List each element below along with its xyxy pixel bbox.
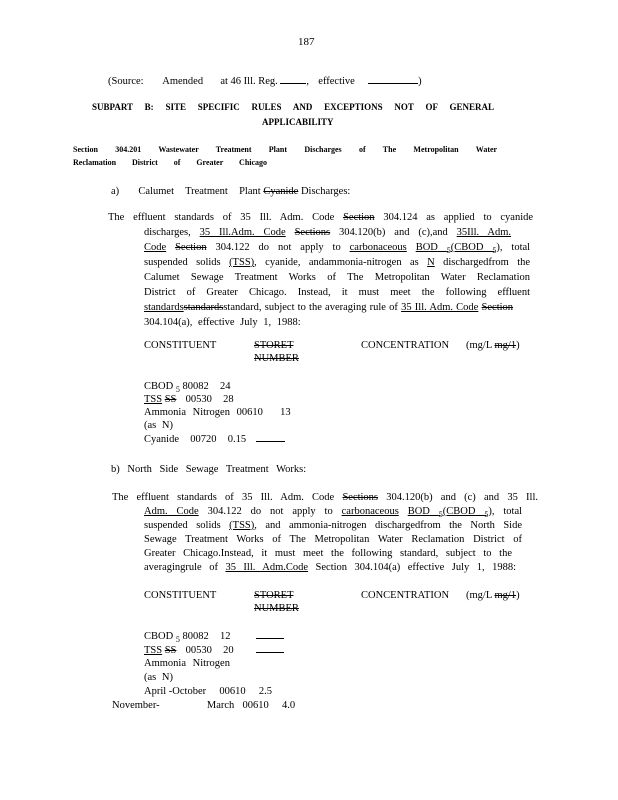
inserted-text — [415, 242, 451, 256]
text: BOD — [415, 242, 438, 253]
source-amended: Amended — [162, 76, 204, 87]
cell-value: 24 — [219, 381, 231, 392]
heading-word: ischarges: — [308, 186, 351, 197]
section-word: Plant — [268, 145, 288, 154]
section-heading-cont — [73, 158, 267, 167]
struck-text: Section — [175, 242, 207, 253]
cell-constituent: Ammonia Nitrogen — [144, 407, 230, 418]
subsection-a-label: a) — [111, 186, 120, 197]
text: standards — [144, 302, 184, 313]
rule-line — [256, 441, 285, 442]
section-word: Section — [73, 145, 98, 154]
page-number: 187 — [298, 36, 315, 48]
text: suspended solids — [144, 257, 221, 268]
text: 304.124 as applied to cyanide — [383, 212, 534, 223]
a-col-number: NUMBER — [254, 353, 299, 364]
effective-blank — [368, 73, 418, 84]
cell-value: 12 — [219, 631, 231, 642]
cell-value: 20 — [223, 645, 234, 656]
a-col-constituent: CONSTITUENT — [144, 340, 217, 351]
text: ) — [516, 340, 520, 351]
section-word: of — [358, 145, 366, 154]
rule-line — [256, 652, 284, 653]
cell-number: 00530 — [185, 394, 212, 405]
cell-value: 2.5 — [258, 686, 272, 697]
inserted-text: N — [427, 257, 435, 268]
b-row-as-n: (as N) — [144, 672, 173, 683]
inserted-text: carbonaceous — [349, 242, 407, 253]
b-col-constituent: CONSTITUENT — [144, 590, 217, 601]
inserted-text: carbonaceous — [341, 506, 399, 517]
subpart-word: B: — [144, 102, 154, 112]
b-col-unit — [466, 590, 520, 601]
b-row-november-march — [112, 700, 295, 711]
cell-number: 00610 — [236, 407, 263, 418]
a-para-line-1 — [108, 212, 533, 223]
heading-word: Treatment — [185, 186, 228, 197]
cell-number: 80082 — [182, 631, 209, 642]
a-col-storet: STORET — [254, 340, 294, 351]
b-row-april-october — [144, 686, 272, 697]
a-para-line-4 — [144, 257, 530, 268]
source-effective: effective — [318, 76, 355, 87]
section-word: The — [382, 145, 397, 154]
struck-text: Sections — [294, 227, 331, 238]
text: dischargedfrom the — [443, 257, 531, 268]
section-heading — [73, 145, 497, 154]
b-para-line-2 — [144, 506, 522, 519]
b-row-tss — [144, 645, 234, 656]
heading-word: D — [300, 186, 309, 197]
section-word: Wastewater — [158, 145, 199, 154]
subscript: 5 — [484, 510, 489, 520]
inserted-text — [144, 302, 184, 313]
section-word: District — [132, 158, 158, 167]
text: (mg/L — [466, 590, 492, 601]
rule-line — [256, 638, 284, 639]
b-row-cbod — [144, 631, 230, 644]
inserted-text: TSS — [144, 394, 163, 405]
b-para-line-4: Sewage Treatment Works of The Metropolitan Water Reclamation District of — [144, 534, 522, 545]
cell-number: 00610 — [219, 686, 246, 697]
inserted-text: 35 Ill. Adm. Code — [401, 302, 479, 313]
inserted-text: TSS — [144, 645, 163, 656]
text: averagingrule of — [144, 562, 218, 573]
struck-text: SS — [164, 394, 177, 405]
b-para-line-1 — [112, 492, 538, 503]
cell-value: 13 — [280, 407, 291, 418]
b-para-line-5: Greater Chicago.Instead, it must meet the following standard, subject to the — [144, 548, 512, 559]
section-word: Reclamation — [73, 158, 117, 167]
cell-number: 00610 — [242, 700, 269, 711]
section-word: of — [173, 158, 181, 167]
subpart-applicability: APPLICABILITY — [262, 117, 334, 127]
text: suspended solids — [144, 520, 221, 531]
cell-value: 4.0 — [282, 700, 296, 711]
subscript: 5 — [446, 246, 451, 256]
source-at: at — [220, 76, 228, 87]
text: BOD — [407, 506, 430, 517]
struck-text — [184, 302, 224, 313]
inserted-text: (TSS) — [229, 257, 255, 268]
subpart-word: EXCEPTIONS — [324, 102, 383, 112]
cell-constituent: CBOD — [144, 631, 174, 642]
inserted-text — [442, 506, 489, 520]
text: 304.120(b) and (c),and — [339, 227, 448, 238]
section-word: Chicago — [239, 158, 268, 167]
a-para-line-8: 304.104(a), effective July 1, 1988: — [144, 317, 301, 328]
section-word: Greater — [196, 158, 224, 167]
text: standard, — [223, 302, 262, 313]
struck-text: Section — [481, 302, 514, 313]
cell-constituent: March — [206, 700, 235, 711]
a-row-tss — [144, 394, 234, 405]
subscript: 5 — [175, 635, 180, 645]
struck-text: mg/1 — [494, 590, 517, 601]
b-para-line-6 — [144, 562, 516, 573]
b-para-line-3 — [144, 520, 522, 531]
subpart-word: SITE — [165, 102, 186, 112]
a-col-unit — [466, 340, 520, 351]
text: ) — [516, 590, 520, 601]
text: (CBOD — [442, 506, 476, 517]
heading-word: Plant — [239, 186, 261, 197]
text: discharges, — [144, 227, 191, 238]
cell-number: 80082 — [182, 381, 209, 392]
a-row-cyanide — [144, 434, 246, 445]
a-row-ammonia — [144, 407, 291, 418]
subpart-word: AND — [292, 102, 313, 112]
text: effluent standards of 35 Ill. Adm. Code — [133, 212, 335, 223]
a-col-concentration: CONCENTRATION — [361, 340, 450, 351]
a-para-line-7 — [144, 302, 513, 313]
source-close: ) — [418, 76, 422, 87]
subscript: 5 — [175, 385, 180, 395]
text: (CBOD — [450, 242, 484, 253]
text: The effluent standards of 35 Ill. Adm. Code — [112, 492, 335, 503]
text: Section 304.104(a) effective July 1, 1988: — [315, 562, 517, 573]
subpart-word: RULES — [251, 102, 282, 112]
a-para-line-2 — [144, 227, 511, 238]
text: 304.122 do not apply to — [215, 242, 341, 253]
inserted-text: Adm. Code — [144, 506, 199, 517]
cell-value: 28 — [223, 394, 234, 405]
cell-constituent: April -October — [144, 686, 207, 697]
b-col-storet: STORET — [254, 590, 294, 601]
text: subject to the averaging rule of — [264, 302, 398, 313]
cell-value: 0.15 — [227, 434, 247, 445]
struck-word: Cyanide — [263, 186, 299, 197]
cell-constituent: Cyanide — [144, 434, 179, 445]
text: ), total — [496, 242, 531, 253]
source-prefix: (Source: — [108, 76, 144, 87]
source-reg: 46 Ill. Reg. — [230, 76, 278, 87]
inserted-text: (TSS) — [229, 520, 255, 531]
subscript: 5 — [492, 246, 497, 256]
subpart-word: GENERAL — [449, 102, 495, 112]
cell-constituent: November- — [112, 700, 160, 711]
subsection-b-heading: b) North Side Sewage Treatment Works: — [111, 464, 307, 475]
b-row-ammonia: Ammonia Nitrogen — [144, 658, 230, 669]
text: The — [108, 212, 125, 223]
subsection-a-heading — [111, 186, 350, 197]
cell-constituent: CBOD — [144, 381, 174, 392]
text: , cyanide, andammonia-nitrogen as — [254, 257, 419, 268]
subpart-word: OF — [425, 102, 438, 112]
section-word: Treatment — [215, 145, 252, 154]
section-word: Discharges — [304, 145, 342, 154]
section-word: 304.201 — [115, 145, 142, 154]
a-para-line-3 — [144, 242, 530, 255]
text: (mg/L — [466, 340, 492, 351]
text: 304.120(b) and (c) and 35 Ill. — [386, 492, 539, 503]
inserted-text — [407, 506, 443, 520]
struck-text: Section — [343, 212, 375, 223]
cell-number: 00720 — [190, 434, 217, 445]
text: standards — [183, 302, 224, 313]
struck-text: SS — [164, 645, 177, 656]
section-word: Water — [475, 145, 498, 154]
subpart-heading — [92, 102, 494, 112]
cell-number: 00530 — [185, 645, 212, 656]
heading-word: Calumet — [138, 186, 174, 197]
a-para-line-5: Calumet Sewage Treatment Works of The Metropolitan Water Reclamation — [144, 272, 530, 283]
inserted-text — [450, 242, 497, 256]
b-col-concentration: CONCENTRATION — [361, 590, 450, 601]
text: , and ammonia-nitrogen dischargedfrom the North Side — [254, 520, 522, 531]
text: ), total — [488, 506, 523, 517]
inserted-text: 35 Ill. Adm.Code — [225, 562, 309, 573]
inserted-text: 35 Ill.Adm. Code — [199, 227, 286, 238]
struck-text: mg/1 — [494, 340, 517, 351]
a-row-as-n: (as N) — [144, 420, 173, 431]
subpart-word: NOT — [394, 102, 414, 112]
source-line: (Source: Amended at 46 Ill. Reg. , effective ) — [108, 73, 422, 87]
text: 304.122 do not apply to — [207, 506, 333, 517]
subscript: 5 — [438, 510, 443, 520]
struck-text: Sections — [342, 492, 379, 503]
a-row-cbod — [144, 381, 230, 394]
inserted-text: 35Ill. Adm. — [456, 227, 512, 238]
subpart-word: SPECIFIC — [197, 102, 240, 112]
subpart-word: SUBPART — [92, 102, 133, 112]
inserted-text: Code — [144, 242, 167, 253]
reg-blank — [280, 73, 306, 84]
section-word: Metropolitan — [413, 145, 459, 154]
a-para-line-6: District of Greater Chicago. Instead, it must meet the following effluent — [144, 287, 530, 298]
b-col-number: NUMBER — [254, 603, 299, 614]
